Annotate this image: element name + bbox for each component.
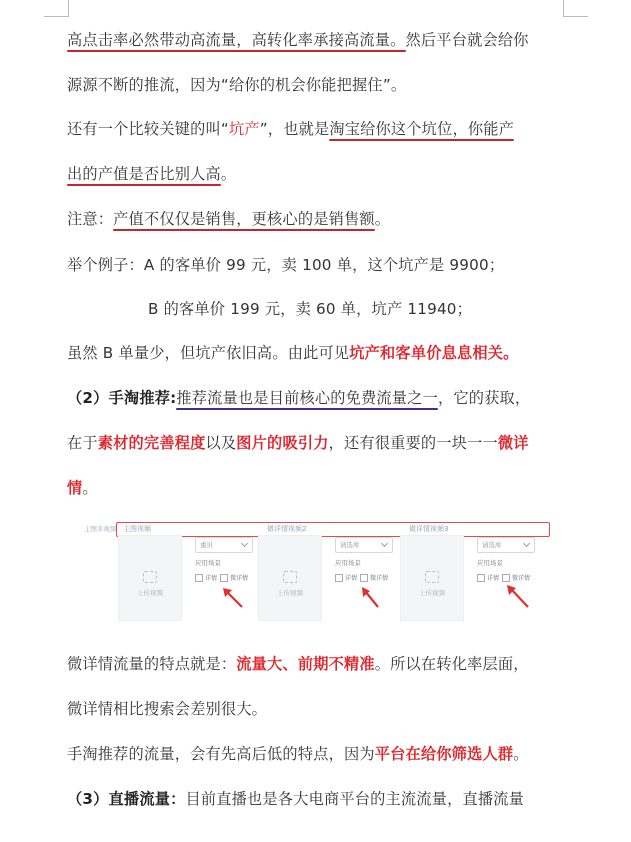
library-select[interactable] bbox=[195, 537, 253, 553]
text: 注意： bbox=[67, 210, 114, 228]
paragraph-line-6 bbox=[67, 254, 504, 276]
screenshot-label: 主图多视频 bbox=[84, 525, 117, 533]
chevron-down-icon bbox=[523, 540, 530, 547]
select-value: 请选库 bbox=[340, 541, 360, 549]
highlight-text: 情 bbox=[67, 479, 83, 497]
paragraph-line-14 bbox=[67, 743, 529, 765]
text: 举个例子：A 的客单价 99 元，卖 100 单，这个坑产是 9900； bbox=[67, 256, 505, 274]
library-select[interactable] bbox=[335, 537, 393, 553]
upload-label: 上传视频 bbox=[277, 589, 303, 597]
upload-video-box[interactable] bbox=[258, 535, 322, 621]
text: 。 bbox=[82, 479, 98, 497]
text: 微详情流量的特点就是： bbox=[67, 655, 237, 673]
embedded-screenshot bbox=[80, 517, 550, 623]
section-heading: （2）手淘推荐: bbox=[67, 389, 177, 407]
select-value: 重贝 bbox=[200, 541, 213, 549]
text: ，它的获取， bbox=[437, 389, 531, 407]
paragraph-line-7 bbox=[148, 298, 472, 320]
tab-micro-detail-video-3[interactable]: 微详情视频3 bbox=[409, 525, 449, 533]
paragraph-line-1 bbox=[67, 29, 529, 51]
paragraph-line-12 bbox=[67, 653, 529, 675]
chevron-down-icon bbox=[241, 540, 248, 547]
highlight-text: 坑产和客单价息息相关。 bbox=[349, 344, 519, 362]
text: 。 bbox=[220, 165, 237, 183]
highlight-text: 平台在给你筛选人群 bbox=[374, 745, 514, 763]
paragraph-line-2 bbox=[67, 74, 406, 96]
scene-label: 应用场景 bbox=[477, 559, 503, 567]
text: 源源不断的推流，因为“给你的机会你能把握住”。 bbox=[67, 76, 407, 94]
checkbox-detail[interactable]: 详情 bbox=[335, 573, 357, 582]
text: B 的客单价 199 元，卖 60 单，坑产 11940； bbox=[148, 300, 473, 318]
paragraph-line-11 bbox=[67, 477, 98, 499]
text: 手淘推荐的流量，会有先高后低的特点，因为 bbox=[67, 745, 375, 763]
underlined-text: 高点击率必然带动高流量，高转化率承接高流量。 bbox=[67, 31, 406, 49]
scene-label: 应用场景 bbox=[335, 559, 361, 567]
text: 。 bbox=[374, 210, 391, 228]
text: 虽然 B 单量少，但坑产依旧高。由此可见 bbox=[67, 344, 350, 362]
section-heading: （3）直播流量： bbox=[67, 790, 186, 808]
checkbox-micro-detail[interactable]: 微详情 bbox=[502, 573, 530, 582]
video-icon bbox=[283, 571, 297, 583]
upload-label: 上传视频 bbox=[419, 589, 445, 597]
video-icon bbox=[143, 571, 157, 583]
text: 。 bbox=[513, 745, 529, 763]
upload-video-box[interactable] bbox=[400, 535, 464, 621]
upload-label: 上传视频 bbox=[137, 589, 163, 597]
page-corner-mark-right bbox=[563, 0, 588, 17]
paragraph-line-15 bbox=[67, 788, 524, 810]
paragraph-line-13 bbox=[67, 698, 267, 720]
text: 以及 bbox=[205, 434, 237, 452]
underlined-text: 产值不仅仅是销售，更核心的是销售额 bbox=[113, 210, 375, 228]
highlight-text: 微详 bbox=[497, 434, 529, 452]
text: 在于 bbox=[67, 434, 98, 452]
paragraph-line-5 bbox=[67, 208, 390, 230]
checkbox-micro-detail[interactable]: 微详情 bbox=[220, 573, 248, 582]
chevron-down-icon bbox=[381, 540, 388, 547]
text: 。所以在转化率层面， bbox=[374, 655, 529, 673]
tab-micro-detail-video-2[interactable]: 微详情视频2 bbox=[267, 525, 307, 533]
highlight-text: 流量大、前期不精准 bbox=[236, 655, 375, 673]
checkbox-micro-detail[interactable]: 微详情 bbox=[360, 573, 388, 582]
select-value: 请选库 bbox=[482, 541, 502, 549]
highlight-text: 坑产 bbox=[228, 120, 260, 138]
highlight-text: 图片的吸引力 bbox=[236, 434, 329, 452]
upload-video-box[interactable] bbox=[118, 535, 182, 621]
paragraph-line-8 bbox=[67, 342, 519, 364]
highlight-text: 素材的完善程度 bbox=[97, 434, 206, 452]
text: 还有一个比较关键的叫“ bbox=[67, 120, 229, 138]
paragraph-line-10 bbox=[67, 432, 529, 454]
underlined-text: 淘宝给你这个坑位，你能产 bbox=[329, 120, 515, 138]
checkbox-detail[interactable]: 详情 bbox=[477, 573, 499, 582]
page-corner-mark-left bbox=[44, 0, 69, 17]
checkbox-detail[interactable]: 详情 bbox=[195, 573, 217, 582]
video-icon bbox=[425, 571, 439, 583]
text: 目前直播也是各大电商平台的主流流量，直播流量 bbox=[185, 790, 525, 808]
red-arrow-icon bbox=[220, 585, 246, 611]
video-card-3 bbox=[400, 535, 592, 621]
underlined-text: 出的产值是否比别人高 bbox=[67, 165, 221, 183]
text: 然后平台就会给你 bbox=[405, 31, 529, 49]
text: ，还有很重要的一块一一 bbox=[328, 434, 498, 452]
text: 微详情相比搜索会差别很大。 bbox=[67, 700, 268, 718]
tab-main-video[interactable]: 主图视频 bbox=[123, 525, 151, 533]
library-select[interactable] bbox=[477, 537, 535, 553]
red-arrow-icon bbox=[358, 585, 384, 611]
underlined-text: 推荐流量也是目前核心的免费流量之一 bbox=[176, 389, 438, 407]
red-arrow-icon bbox=[504, 583, 532, 611]
scene-label: 应用场景 bbox=[195, 559, 221, 567]
paragraph-line-4 bbox=[67, 163, 236, 185]
paragraph-line-3 bbox=[67, 118, 514, 140]
paragraph-line-9 bbox=[67, 387, 530, 409]
text: ”，也就是 bbox=[259, 120, 330, 138]
